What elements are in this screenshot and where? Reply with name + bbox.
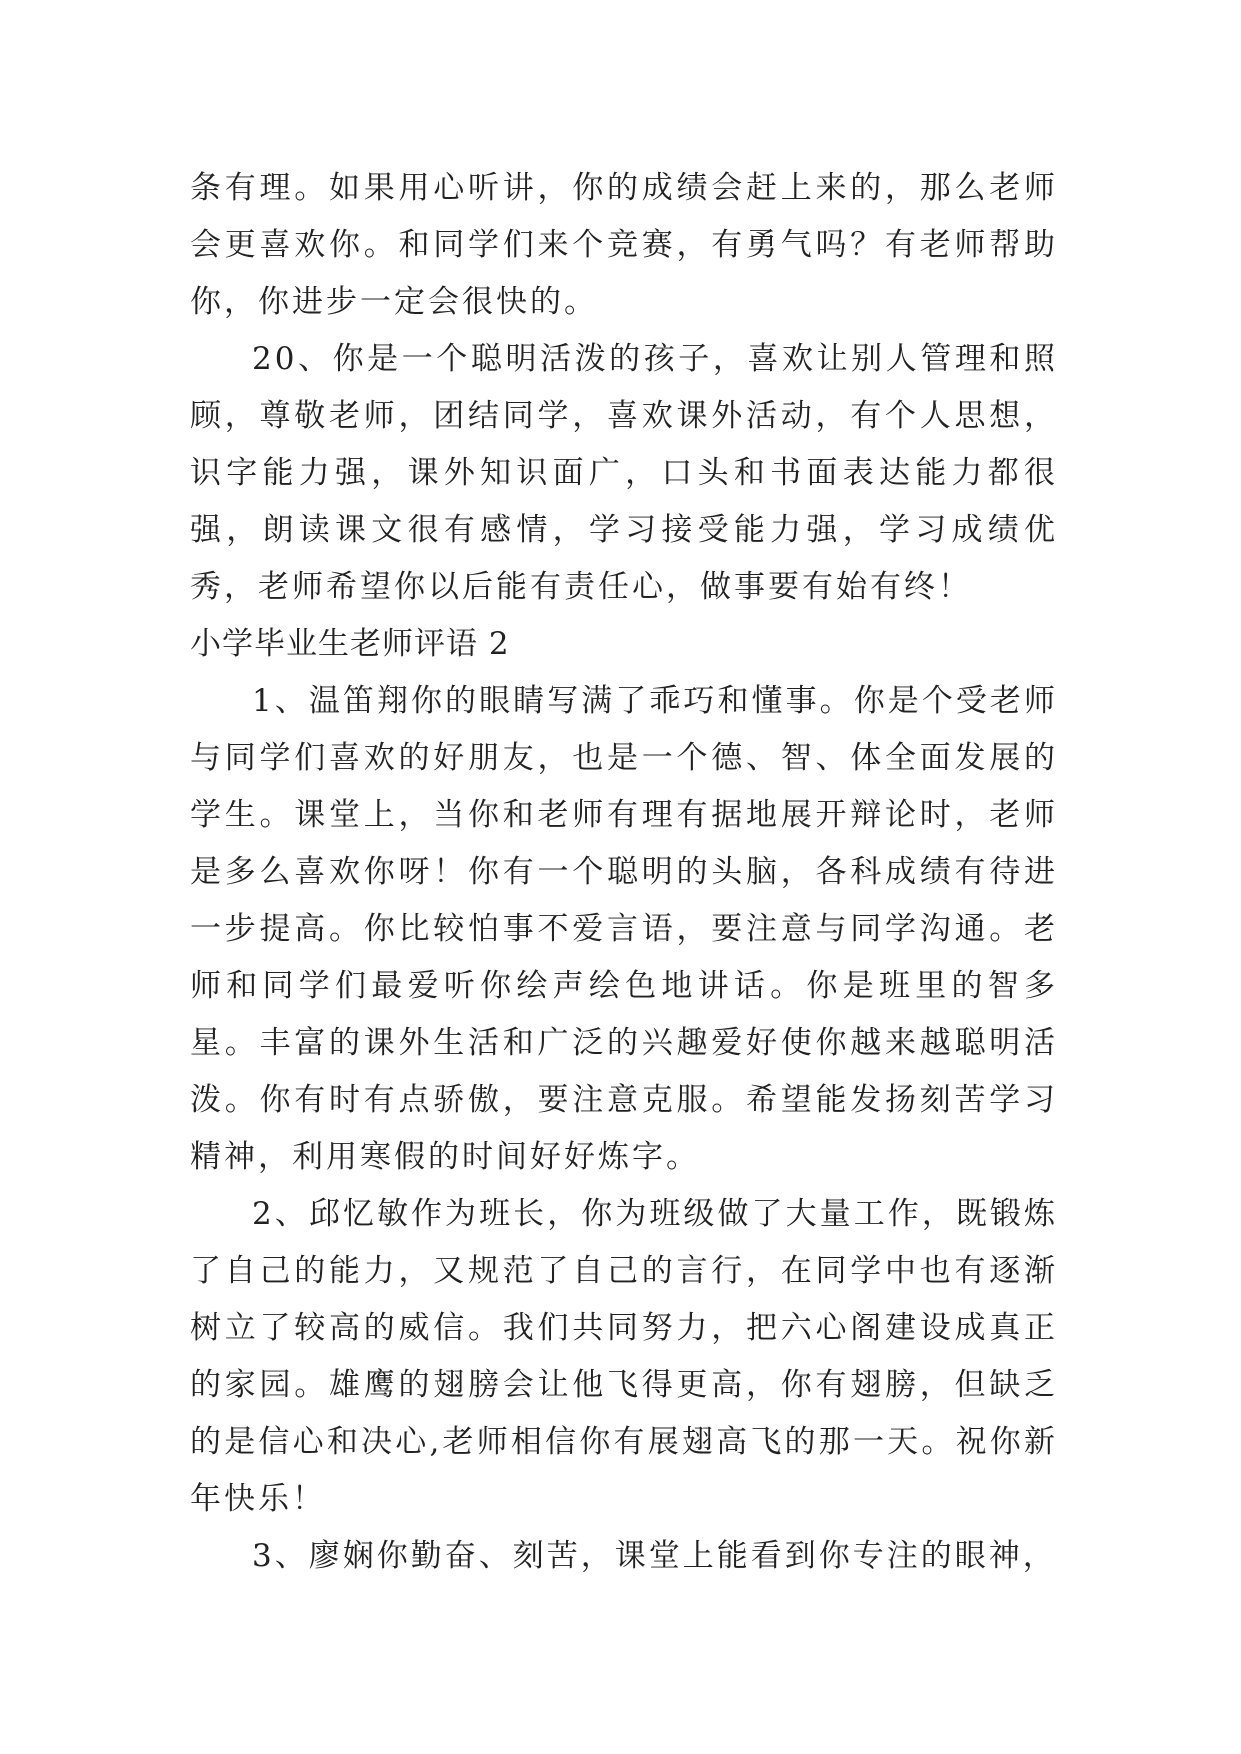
document-body — [190, 160, 1058, 1585]
paragraph-item-1: 1、温笛翔你的眼睛写满了乖巧和懂事。你是个受老师与同学们喜欢的好朋友，也是一个德、智、体全面发展的学生。课堂上，当你和老师有理有据地展开辩论时，老师是多么喜欢你呀！你有一个聪明的头脑，各科成绩有待进一步提高。你比较怕事不爱言语，要注意与同学沟通。老师和同学们最爱听你绘声绘色地讲话。你是班里的智多星。丰富的课外生活和广泛的兴趣爱好使你越来越聪明活泼。你有时有点骄傲，要注意克服。希望能发扬刻苦学习精神，利用寒假的时间好好炼字。 — [190, 683, 1058, 1175]
section-heading: 小学毕业生老师评语 2 — [190, 626, 510, 662]
paragraph-continuation: 条有理。如果用心听讲，你的成绩会赶上来的，那么老师会更喜欢你。和同学们来个竞赛，有勇气吗？有老师帮助你，你进步一定会很快的。 — [190, 170, 1058, 320]
paragraph-item-2: 2、邱忆敏作为班长，你为班级做了大量工作，既锻炼了自己的能力，又规范了自己的言行，在同学中也有逐渐树立了较高的威信。我们共同努力，把六心阁建设成真正的家园。雄鹰的翅膀会让他飞得更高，你有翅膀，但缺乏的是信心和决心,老师相信你有展翅高飞的那一天。祝你新年快乐！ — [190, 1196, 1058, 1517]
paragraph-item-3: 3、廖娴你勤奋、刻苦，课堂上能看到你专注的眼神， — [252, 1538, 1057, 1574]
paragraph-item-20: 20、你是一个聪明活泼的孩子，喜欢让别人管理和照顾，尊敬老师，团结同学，喜欢课外活动，有个人思想，识字能力强，课外知识面广，口头和书面表达能力都很强，朗读课文很有感情，学习接受能力强，学习成绩优秀，老师希望你以后能有责任心，做事要有始有终！ — [190, 341, 1058, 605]
